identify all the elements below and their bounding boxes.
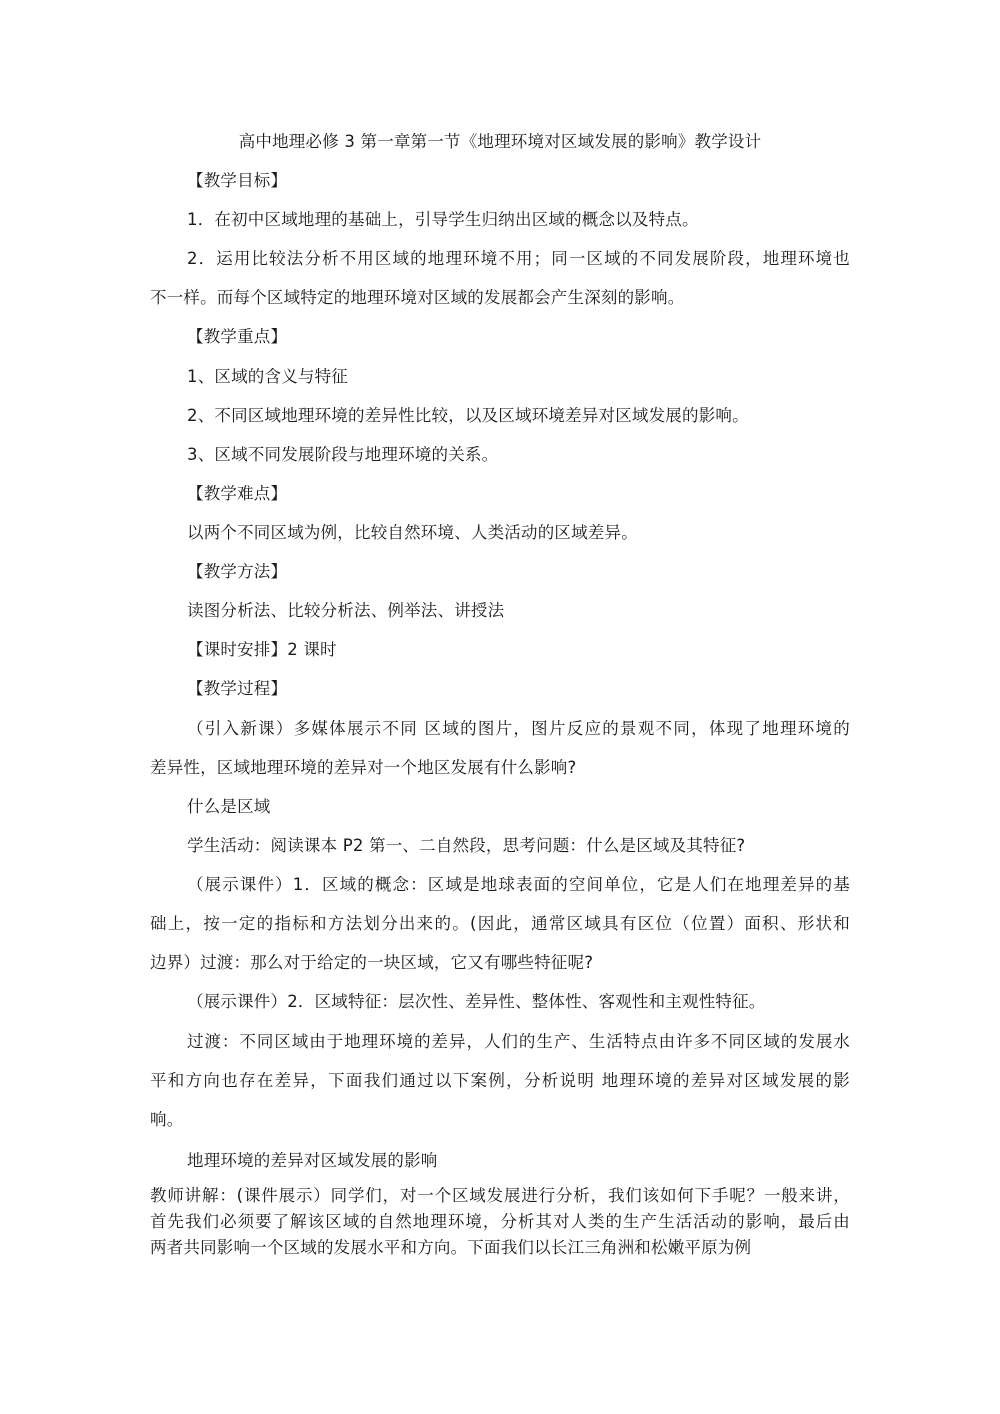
objective-item-1: 1．在初中区域地理的基础上，引导学生归纳出区域的概念以及特点。 (187, 210, 699, 229)
process-line-transition-2: 过渡：不同区域由于地理环境的差异，人们的生产、生活特点由许多不同区域的发展水 (187, 1032, 850, 1051)
document-title: 高中地理必修 3 第一章第一节《地理环境对区域发展的影响》教学设计 (238, 132, 762, 151)
process-line-student-activity: 学生活动：阅读课本 P2 第一、二自然段，思考问题：什么是区域及其特征? (187, 836, 746, 855)
process-line-transition-2-cont: 平和方向也存在差异，下面我们通过以下案例，分析说明 地理环境的差异对区域发展的影 (150, 1071, 850, 1090)
process-line-concept: （展示课件）1．区域的概念：区域是地球表面的空间单位，它是人们在地理差异的基 (187, 875, 850, 894)
process-line-2: 差异性，区域地理环境的差异对一个地区发展有什么影响? (150, 758, 577, 777)
process-subheading-region: 什么是区域 (187, 797, 271, 816)
key-points-heading: 【教学重点】 (187, 327, 288, 346)
methods-heading: 【教学方法】 (187, 562, 288, 581)
key-point-item-2: 2、不同区域地理环境的差异性比较，以及区域环境差异对区域发展的影响。 (187, 406, 749, 425)
key-point-item-3: 3、区域不同发展阶段与地理环境的关系。 (187, 445, 499, 464)
objectives-heading: 【教学目标】 (187, 171, 288, 190)
objective-item-2: 2．运用比较法分析不用区域的地理环境不用；同一区域的不同发展阶段，地理环境也 (187, 249, 850, 268)
process-subheading-impact: 地理环境的差异对区域发展的影响 (187, 1151, 438, 1170)
methods-text: 读图分析法、比较分析法、例举法、讲授法 (187, 601, 505, 620)
process-line-concept-cont: 础上，按一定的指标和方法划分出来的。(因此，通常区域具有区位（位置）面积、形状和 (150, 914, 850, 933)
difficulties-text: 以两个不同区域为例，比较自然环境、人类活动的区域差异。 (187, 523, 638, 542)
process-teacher-line-3: 两者共同影响一个区域的发展水平和方向。下面我们以长江三角洲和松嫩平原为例 (150, 1238, 752, 1257)
process-line-1: （引入新课）多媒体展示不同 区域的图片，图片反应的景观不同，体现了地理环境的 (187, 719, 850, 738)
process-line-transition-2-end: 响。 (150, 1110, 184, 1129)
objective-item-2-cont: 不一样。而每个区域特定的地理环境对区域的发展都会产生深刻的影响。 (150, 288, 685, 307)
process-line-features: （展示课件）2．区域特征：层次性、差异性、整体性、客观性和主观性特征。 (187, 992, 766, 1011)
process-teacher-line-2: 首先我们必须要了解该区域的自然地理环境，分析其对人类的生产生活活动的影响，最后由 (150, 1212, 850, 1231)
process-line-transition: 边界）过渡：那么对于给定的一块区域，它又有哪些特征呢? (150, 953, 594, 972)
difficulties-heading: 【教学难点】 (187, 484, 288, 503)
process-teacher-line-1: 教师讲解：(课件展示）同学们，对一个区域发展进行分析，我们该如何下手呢？一般来讲， (150, 1186, 850, 1205)
process-heading: 【教学过程】 (187, 679, 288, 698)
key-point-item-1: 1、区域的含义与特征 (187, 367, 348, 386)
schedule-heading: 【课时安排】2 课时 (187, 640, 337, 659)
